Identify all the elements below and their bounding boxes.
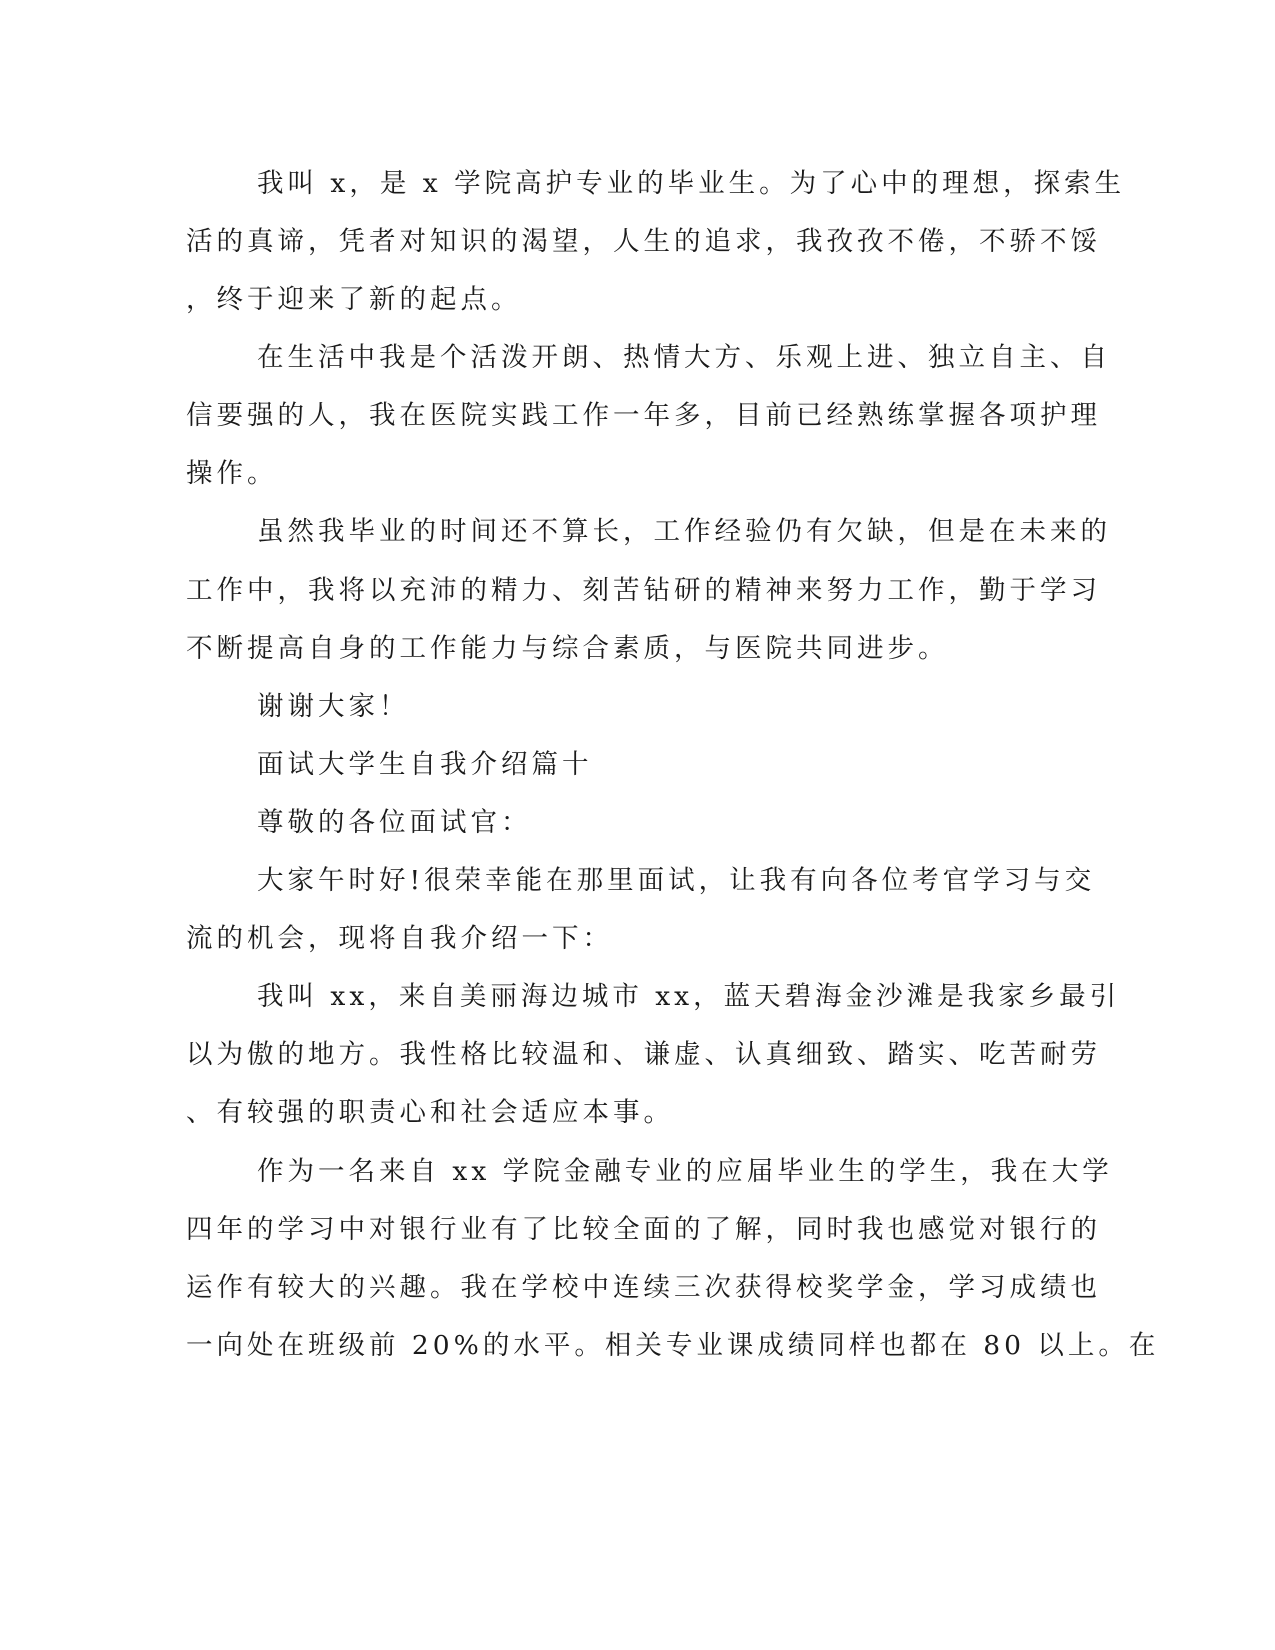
- paragraph-line: 以为傲的地方。我性格比较温和、谦虚、认真细致、踏实、吃苦耐劳: [186, 1039, 1101, 1070]
- paragraph-line: 活的真谛，凭者对知识的渴望，人生的追求，我孜孜不倦，不骄不馁: [186, 226, 1101, 257]
- paragraph-line: 工作中，我将以充沛的精力、刻苦钻研的精神来努力工作，勤于学习: [186, 575, 1101, 606]
- paragraph-line: 流的机会，现将自我介绍一下：: [186, 923, 613, 954]
- salutation: 尊敬的各位面试官：: [257, 807, 532, 838]
- paragraph-line: 在生活中我是个活泼开朗、热情大方、乐观上进、独立自主、自: [257, 342, 1111, 373]
- paragraph-line: 我叫 x，是 x 学院高护专业的毕业生。为了心中的理想，探索生: [257, 168, 1126, 199]
- paragraph-line: 运作有较大的兴趣。我在学校中连续三次获得校奖学金，学习成绩也: [186, 1272, 1101, 1303]
- paragraph-line: 我叫 xx，来自美丽海边城市 xx，蓝天碧海金沙滩是我家乡最引: [257, 981, 1121, 1012]
- paragraph-line: 操作。: [186, 458, 278, 489]
- paragraph-line: 一向处在班级前 20%的水平。相关专业课成绩同样也都在 80 以上。在: [186, 1330, 1160, 1361]
- closing-line: 谢谢大家！: [257, 691, 410, 722]
- section-heading: 面试大学生自我介绍篇十: [257, 749, 593, 780]
- paragraph-line: 作为一名来自 xx 学院金融专业的应届毕业生的学生，我在大学: [257, 1156, 1113, 1187]
- paragraph-line: 不断提高自身的工作能力与综合素质，与医院共同进步。: [186, 633, 949, 664]
- paragraph-line: 四年的学习中对银行业有了比较全面的了解，同时我也感觉对银行的: [186, 1214, 1101, 1245]
- paragraph-line: 虽然我毕业的时间还不算长，工作经验仍有欠缺，但是在未来的: [257, 516, 1111, 547]
- paragraph-line: ，终于迎来了新的起点。: [186, 284, 522, 315]
- paragraph-line: 大家午时好!很荣幸能在那里面试，让我有向各位考官学习与交: [257, 865, 1096, 896]
- paragraph-line: 信要强的人，我在医院实践工作一年多，目前已经熟练掌握各项护理: [186, 400, 1101, 431]
- paragraph-line: 、有较强的职责心和社会适应本事。: [186, 1097, 674, 1128]
